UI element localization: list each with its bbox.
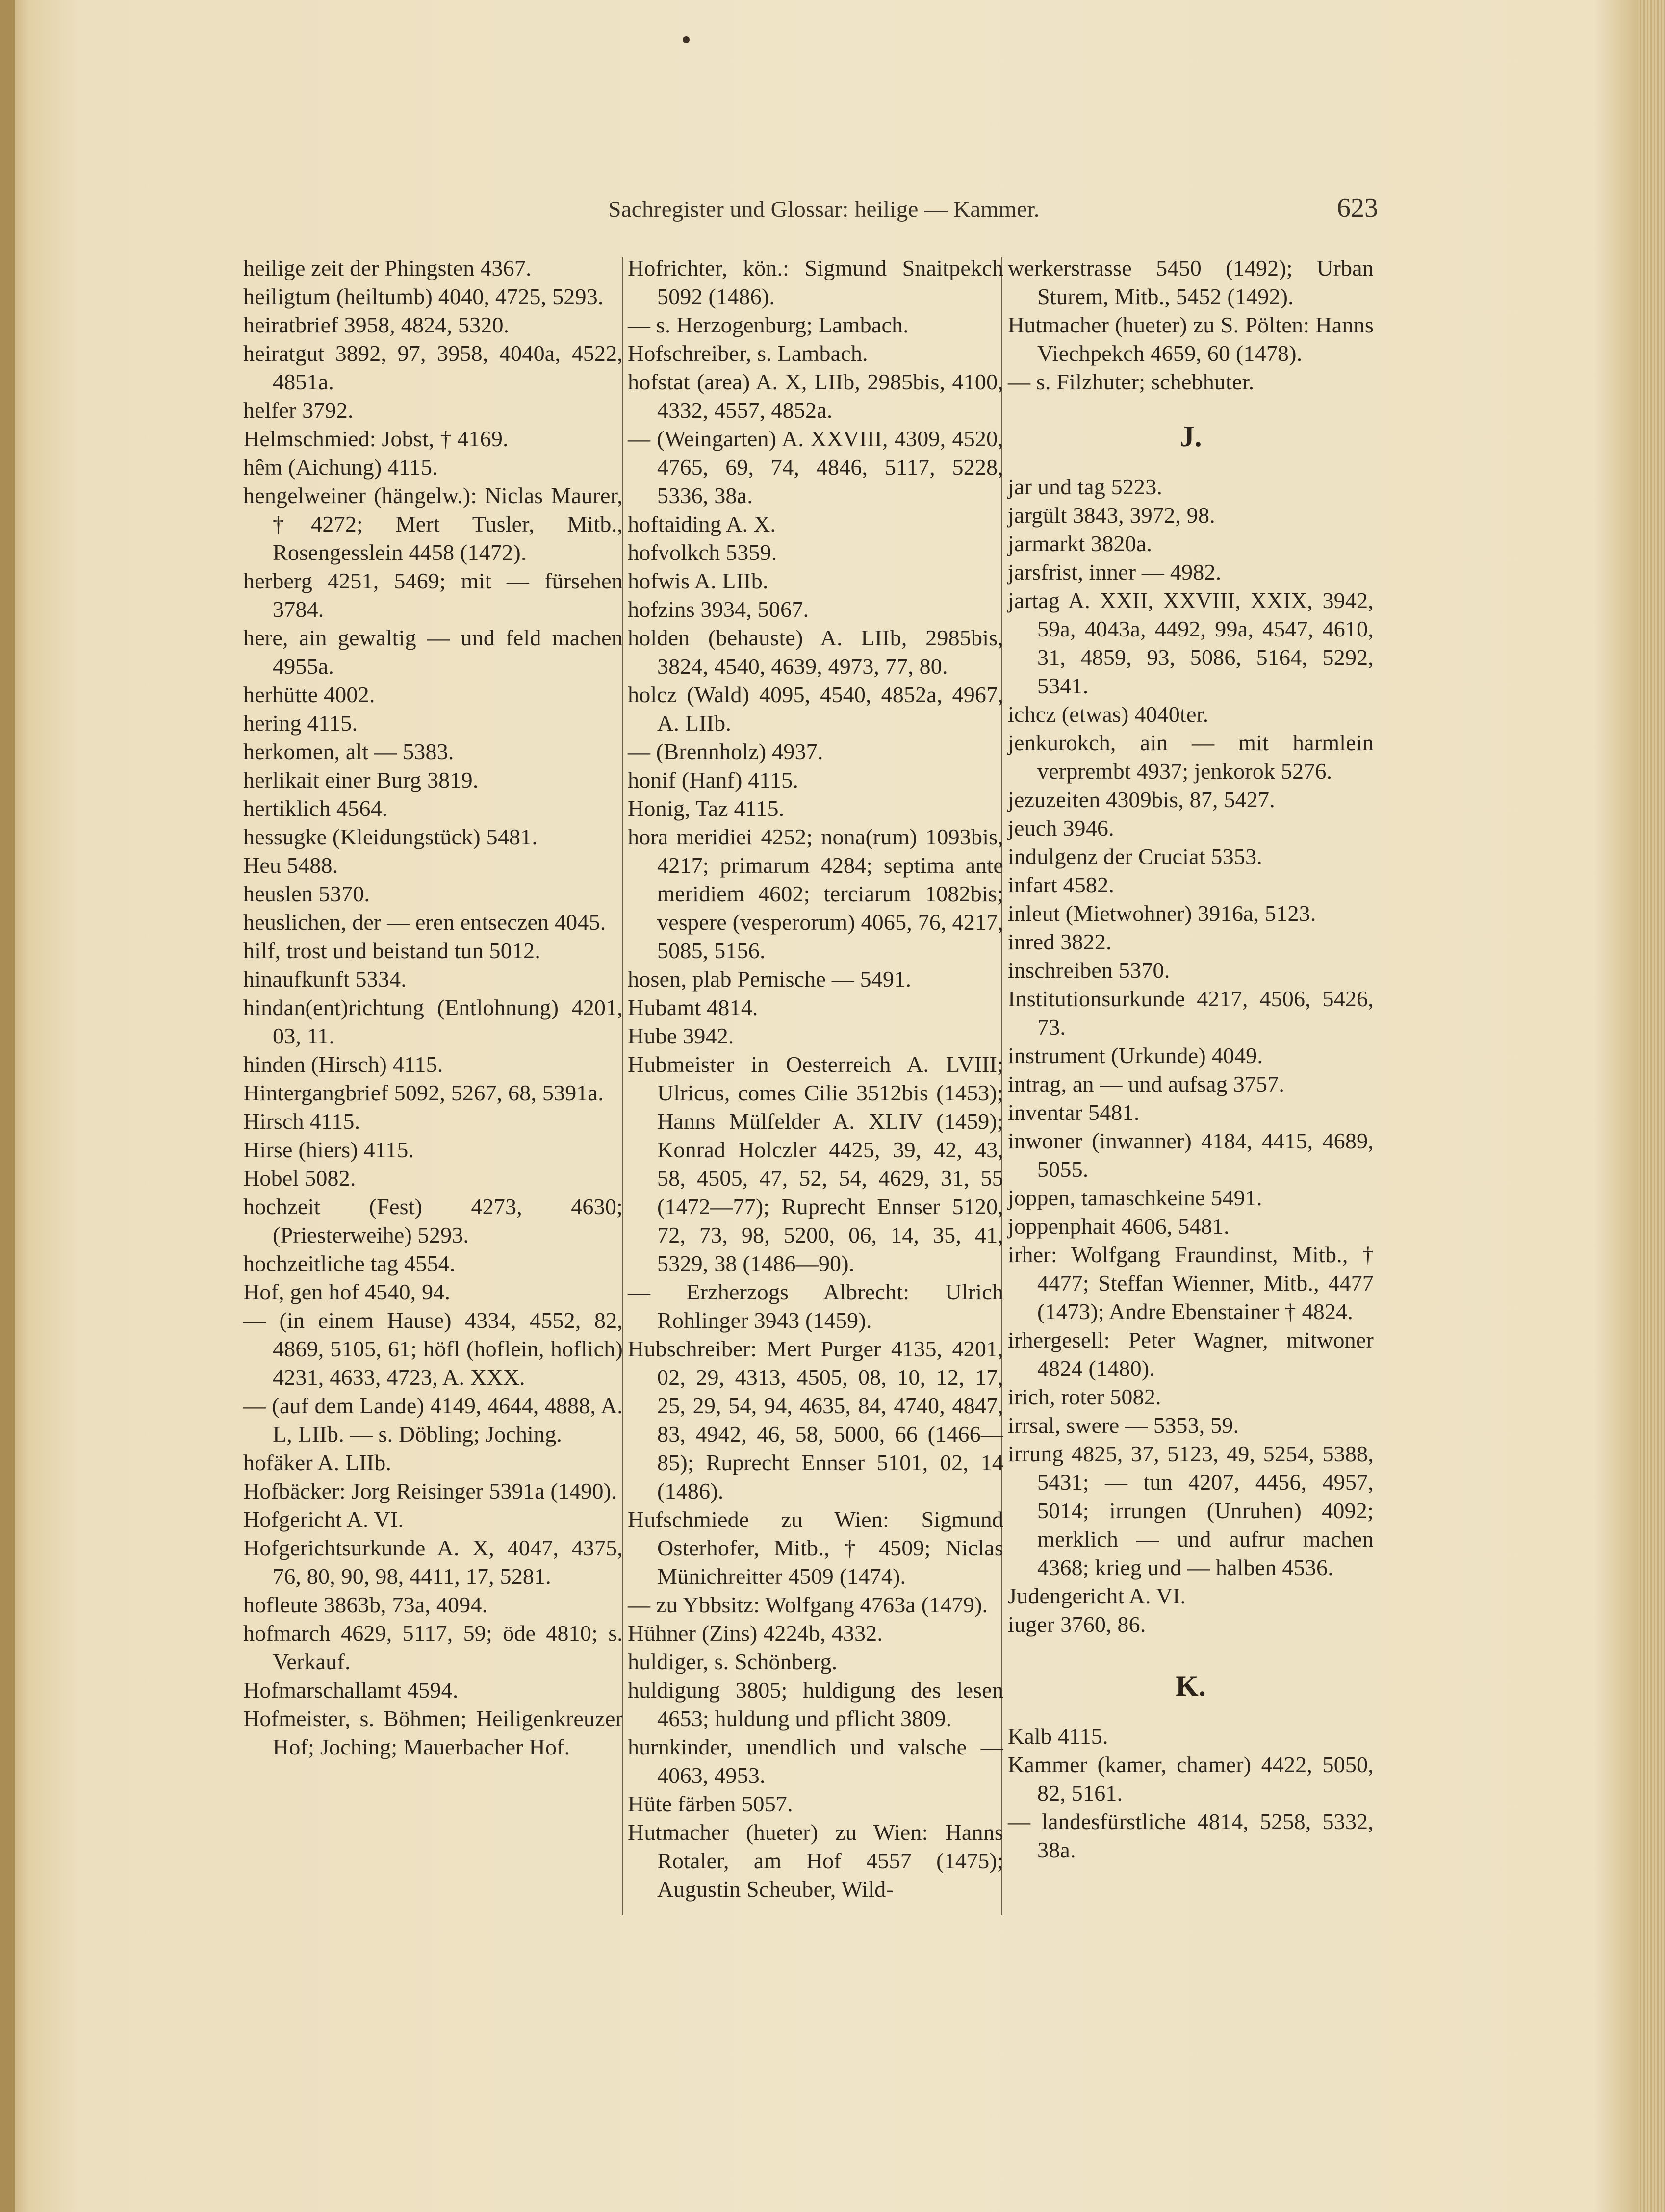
index-entry: hêm (Aichung) 4115. xyxy=(243,455,438,480)
index-entry: honif (Hanf) 4115. xyxy=(628,767,799,792)
index-entry: Hofbäcker: Jorg Reisinger 5391a (1490). xyxy=(243,1478,617,1503)
index-entry: hinden (Hirsch) 4115. xyxy=(243,1052,443,1077)
index-entry: Hofgericht A. VI. xyxy=(243,1507,404,1532)
index-entry: heuslichen, der — eren entseczen 4045. xyxy=(243,910,606,935)
index-entry: Hofgerichtsurkunde A. X, 4047, 4375, 76, 80, 90, 98, 4411, 17, 5281. xyxy=(243,1535,623,1589)
index-entry: irher: Wolfgang Fraundinst, Mitb., † 4477; Steffan Wienner, Mitb., 4477 (1473); Andre Ebenstainer † 4824. xyxy=(1008,1242,1374,1324)
index-entry: herberg 4251, 5469; mit — fürsehen 3784. xyxy=(243,568,623,622)
index-entry: hurnkinder, unendlich und valsche — 4063, 4953. xyxy=(628,1734,1003,1788)
index-entry: jarmarkt 3820a. xyxy=(1008,531,1153,556)
index-entry: irrung 4825, 37, 5123, 49, 5254, 5388, 5431; — tun 4207, 4456, 4957, 5014; irrungen (Unruhen) 4092; merklich — und aufrur machen 4368; krieg und — halben 4536. xyxy=(1008,1441,1374,1580)
index-entry: jenkurokch, ain — mit harmlein verprembt 4937; jenkorok 5276. xyxy=(1008,730,1374,784)
index-entry: hofleute 3863b, 73a, 4094. xyxy=(243,1592,488,1617)
entry-group-h xyxy=(1008,254,1374,396)
index-entry: hofäker A. LIIb. xyxy=(243,1450,392,1475)
index-entry: hengelweiner (hängelw.): Niclas Maurer, †4272; Mert Tusler, Mitb., Rosengesslein 4458 (1472). xyxy=(243,483,623,565)
index-entry: Hobel 5082. xyxy=(243,1166,356,1191)
index-entry: — (auf dem Lande) 4149, 4644, 4888, A. L, LIIb. — s. Döbling; Joching. xyxy=(243,1393,623,1447)
index-entry: Helmschmied: Jobst, † 4169. xyxy=(243,426,509,451)
running-title: Sachregister und Glossar: heilige — Kammer. xyxy=(608,197,1040,222)
index-entry: Hühner (Zins) 4224b, 4332. xyxy=(628,1621,883,1646)
paper-blemish xyxy=(683,36,690,43)
index-entry: helfer 3792. xyxy=(243,398,354,423)
index-entry: heiratbrief 3958, 4824, 5320. xyxy=(243,312,510,337)
page-edges xyxy=(1638,0,1665,2212)
index-entry: irhergesell: Peter Wagner, mitwoner 4824 (1480). xyxy=(1008,1327,1374,1381)
index-entry: hessugke (Kleidungstück) 5481. xyxy=(243,824,538,849)
index-entry: joppenphait 4606, 5481. xyxy=(1008,1214,1230,1239)
index-entry: — (Brennholz) 4937. xyxy=(628,739,823,764)
index-entry: hofvolkch 5359. xyxy=(628,540,777,565)
index-entry: instrument (Urkunde) 4049. xyxy=(1008,1043,1263,1068)
index-entry: Hof, gen hof 4540, 94. xyxy=(243,1279,451,1304)
index-entry: — zu Ybbsitz: Wolfgang 4763a (1479). xyxy=(628,1592,988,1617)
index-entry: indulgenz der Cruciat 5353. xyxy=(1008,844,1262,869)
page-number: 623 xyxy=(1337,193,1378,223)
index-entry: heuslen 5370. xyxy=(243,881,370,906)
index-entry: Hutmacher (hueter) zu S. Pölten: Hanns Viechpekch 4659, 60 (1478). xyxy=(1008,312,1374,366)
index-entry: Hubmeister in Oesterreich A. LVIII; Ulricus, comes Cilie 3512bis (1453); Hanns Mülfelder A. XLIV (1459); Konrad Holczler 4425, 39, 42, 43, 58, 4505, 47, 52, 54, 4629, 31, 55 (1472—77); Ruprecht Ennser 5120, 72, 73, 98, 5200, 06, 14, 35, 41, 5329, 38 (1486—90). xyxy=(628,1052,1003,1276)
index-entry: hering 4115. xyxy=(243,711,358,736)
index-entry: joppen, tamaschkeine 5491. xyxy=(1008,1185,1262,1210)
index-entry: Hofmarschallamt 4594. xyxy=(243,1678,459,1703)
index-entry: Hintergangbrief 5092, 5267, 68, 5391a. xyxy=(243,1080,604,1105)
index-entry: hofzins 3934, 5067. xyxy=(628,597,809,622)
index-entry: herhütte 4002. xyxy=(243,682,375,707)
section-heading-j: J. xyxy=(1179,420,1202,453)
index-entry: — Erzherzogs Albrecht: Ulrich Rohlinger 3943 (1459). xyxy=(628,1279,1003,1333)
index-entry: Hüte färben 5057. xyxy=(628,1791,793,1816)
index-entry: Hirsch 4115. xyxy=(243,1109,360,1134)
index-entry: Hubamt 4814. xyxy=(628,995,758,1020)
index-entry: jar und tag 5223. xyxy=(1008,474,1163,499)
index-entry: hochzeitliche tag 4554. xyxy=(243,1251,456,1276)
entry-group-j xyxy=(1008,473,1374,1639)
index-column-2 xyxy=(628,254,1003,1904)
index-entry: holcz (Wald) 4095, 4540, 4852a, 4967, A. LIIb. xyxy=(628,682,1003,736)
index-entry: Kammer (kamer, chamer) 4422, 5050, 82, 5161. xyxy=(1008,1752,1374,1805)
index-entry: heilige zeit der Phingsten 4367. xyxy=(243,255,532,280)
index-entry: jezuzeiten 4309bis, 87, 5427. xyxy=(1008,787,1275,812)
index-entry: hosen, plab Pernische — 5491. xyxy=(628,966,912,992)
index-entry: hertiklich 4564. xyxy=(243,796,388,821)
index-entry: Hufschmiede zu Wien: Sigmund Osterhofer, Mitb., † 4509; Niclas Münichreitter 4509 (1474). xyxy=(628,1507,1003,1589)
index-entry: inwoner (inwanner) 4184, 4415, 4689, 5055. xyxy=(1008,1128,1374,1182)
index-entry: Hofrichter, kön.: Sigmund Snaitpekch 5092 (1486). xyxy=(628,255,1003,309)
index-entry: — (Weingarten) A. XXVIII, 4309, 4520, 4765, 69, 74, 4846, 5117, 5228, 5336, 38a. xyxy=(628,426,1003,508)
index-entry: irich, roter 5082. xyxy=(1008,1384,1161,1409)
book-spine-shadow xyxy=(0,0,15,2212)
index-entry: inleut (Mietwohner) 3916a, 5123. xyxy=(1008,901,1316,926)
index-entry: here, ain gewaltig — und feld machen 4955a. xyxy=(243,625,623,679)
index-entry: jargült 3843, 3972, 98. xyxy=(1008,503,1215,528)
index-entry: Hube 3942. xyxy=(628,1023,734,1048)
index-entry: hoftaiding A. X. xyxy=(628,511,776,536)
index-entry: huldigung 3805; huldigung des lesen 4653; huldung und pflicht 3809. xyxy=(628,1678,1003,1731)
index-entry: — landesfürstliche 4814, 5258, 5332, 38a. xyxy=(1008,1809,1374,1862)
index-entry: — s. Filzhuter; schebhuter. xyxy=(1008,369,1255,394)
index-entry: — (in einem Hause) 4334, 4552, 82, 4869, 5105, 61; höfl (hoflein, hoflich) 4231, 4633, 4723, A. XXX. xyxy=(243,1308,623,1390)
index-entry: ichcz (etwas) 4040ter. xyxy=(1008,702,1209,727)
index-entry: Kalb 4115. xyxy=(1008,1724,1108,1749)
index-entry: irrsal, swere — 5353, 59. xyxy=(1008,1413,1239,1438)
index-entry: heiligtum (heiltumb) 4040, 4725, 5293. xyxy=(243,284,604,309)
index-entry: — s. Herzogenburg; Lambach. xyxy=(628,312,909,337)
index-entry: hochzeit (Fest) 4273, 4630; (Priesterweihe) 5293. xyxy=(243,1194,623,1247)
index-entry: hilf, trost und beistand tun 5012. xyxy=(243,938,541,963)
index-entry: iuger 3760, 86. xyxy=(1008,1612,1146,1637)
index-entry: intrag, an — und aufsag 3757. xyxy=(1008,1071,1285,1096)
index-entry: hofwis A. LIIb. xyxy=(628,568,768,593)
index-entry: heiratgut 3892, 97, 3958, 4040a, 4522, 4851a. xyxy=(243,341,623,394)
index-entry: jeuch 3946. xyxy=(1008,815,1114,840)
index-entry: hinaufkunft 5334. xyxy=(243,966,407,992)
index-entry: Institutionsurkunde 4217, 4506, 5426, 73. xyxy=(1008,986,1374,1040)
index-entry: Hirse (hiers) 4115. xyxy=(243,1137,414,1162)
index-entry: Honig, Taz 4115. xyxy=(628,796,785,821)
index-entry: infart 4582. xyxy=(1008,872,1115,897)
index-entry: Hofschreiber, s. Lambach. xyxy=(628,341,868,366)
index-entry: werkerstrasse 5450 (1492); Urban Sturem, Mitb., 5452 (1492). xyxy=(1008,255,1374,309)
entry-group-k xyxy=(1008,1722,1374,1864)
index-entry: inschreiben 5370. xyxy=(1008,958,1170,983)
index-entry: herlikait einer Burg 3819. xyxy=(243,767,479,792)
index-entry: Hofmeister, s. Böhmen; Heiligenkreuzer Hof; Joching; Mauerbacher Hof. xyxy=(243,1706,623,1759)
index-entry: hindan(ent)richtung (Entlohnung) 4201, 03, 11. xyxy=(243,995,623,1048)
index-entry: Judengericht A. VI. xyxy=(1008,1583,1186,1608)
index-entry: jartag A. XXII, XXVIII, XXIX, 3942, 59a, 4043a, 4492, 99a, 4547, 4610, 31, 4859, 93, 5086, 5164, 5292, 5341. xyxy=(1008,588,1374,698)
index-entry: hora meridiei 4252; nona(rum) 1093bis, 4217; primarum 4284; septima ante meridiem 4602; terciarum 1082bis; vespere (vesperorum) 4065, 76, 4217, 5085, 5156. xyxy=(628,824,1003,963)
index-entry: jarsfrist, inner — 4982. xyxy=(1008,559,1222,585)
index-column-3 xyxy=(1008,254,1374,1864)
index-entry: Heu 5488. xyxy=(243,853,338,878)
index-entry: inred 3822. xyxy=(1008,929,1112,954)
index-entry: Hutmacher (hueter) zu Wien: Hanns Rotaler, am Hof 4557 (1475); Augustin Scheuber, Wild- xyxy=(628,1820,1003,1902)
index-entry: holden (behauste) A. LIIb, 2985bis, 3824, 4540, 4639, 4973, 77, 80. xyxy=(628,625,1003,679)
index-column-1 xyxy=(243,254,623,1761)
index-entry: Hubschreiber: Mert Purger 4135, 4201, 02, 29, 4313, 4505, 08, 10, 12, 17, 25, 29, 54, 94, 4635, 84, 4740, 4847, 83, 4942, 46, 58, 5000, 66 (1466—85); Ruprecht Ennser 5101, 02, 14 (1486). xyxy=(628,1336,1003,1503)
index-entry: hofmarch 4629, 5117, 59; öde 4810; s. Verkauf. xyxy=(243,1621,623,1674)
index-entry: hofstat (area) A. X, LIIb, 2985bis, 4100, 4332, 4557, 4852a. xyxy=(628,369,1003,423)
index-entry: huldiger, s. Schönberg. xyxy=(628,1649,838,1674)
index-entry: herkomen, alt — 5383. xyxy=(243,739,454,764)
section-heading-k: K. xyxy=(1176,1670,1206,1702)
index-entry: inventar 5481. xyxy=(1008,1100,1140,1125)
